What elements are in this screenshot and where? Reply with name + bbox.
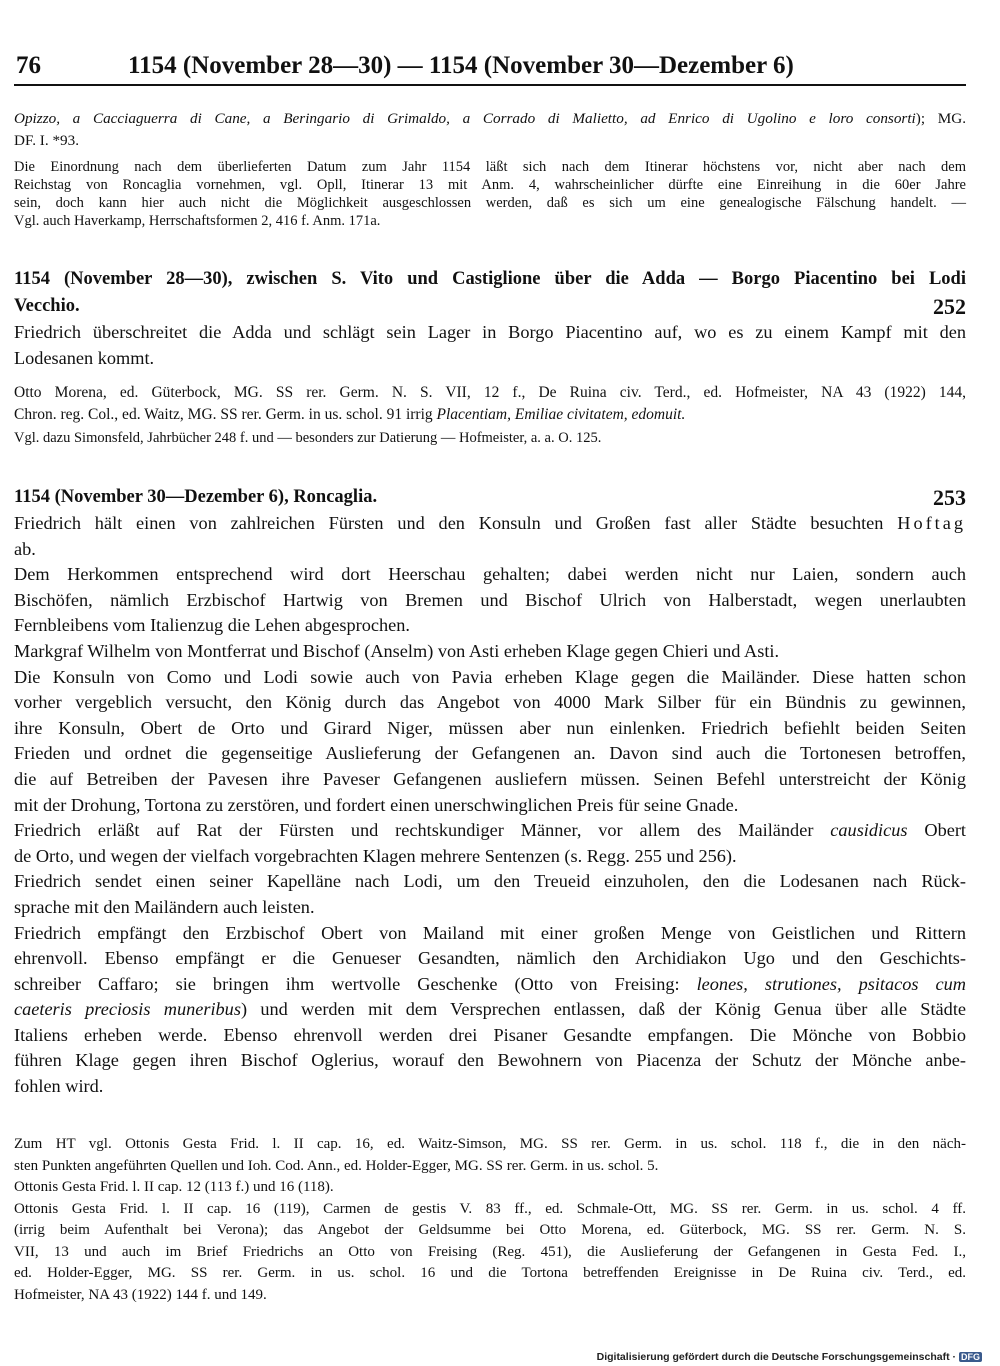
note-line: Die Einordnung nach dem überlieferten Datum zum Jahr 1154 läßt sich nach dem Itinerar höchstens vor, nicht aber nach dem (14, 159, 966, 175)
entry-title: 1154 (November 30—Dezember 6), Roncaglia. 253 (14, 485, 966, 510)
page-number: 76 (16, 52, 41, 79)
dfg-credit: Digitalisierung gefördert durch die Deutsche Forschungsgemeinschaft · DFG (596, 1351, 980, 1363)
note-line: Reichstag von Roncaglia vornehmen, vgl. Opll, Itinerar 13 mit Anm. 4, wahrscheinlicher dürfte eine Einreihung in die 60er Jahre (14, 177, 966, 193)
note-line: ed. Holder-Egger, MG. SS rer. Germ. in us. schol. 16 und die Tortona betreffenden Ereignisse in De Ruina civ. Terd., ed. (14, 1265, 966, 1281)
regest-entry-252 (14, 266, 966, 447)
note-line: VII, 13 und auch im Brief Friedrichs an Otto von Freising (Reg. 451), die Auslieferung der Gefangenen in Gesta Fed. I., (14, 1243, 966, 1260)
dfg-logo: DFG (961, 1352, 980, 1362)
entry-title: 1154 (November 28—30), zwischen S. Vito und Castiglione über die Adda — Borgo Piacentino bei Lodi Vecchio. 252 (14, 269, 966, 319)
entry-sources: Otto Morena, ed. Güterbock, MG. SS rer. Germ. N. S. VII, 12 f., De Ruina civ. Terd., ed. Hofmeister, NA 43 (1922) 144, Chron. reg. Col., ed. Waitz, MG. SS rer. Germ. in us. schol. 91 irrig Placentiam, Emiliae civitatem, edomuit. (14, 384, 966, 424)
previous-entry (14, 108, 966, 230)
note-line: (irrig beim Aufenthalt bei Verona); das Angebot der Geldsumme bei Otto Morena, ed. Güterbock, MG. SS rer. Germ. N. S. (14, 1222, 966, 1238)
note-line: sein, doch kann hier auch nicht die Möglichkeit ausgeschlossen werden, daß es sich um eine genealogische Fälschung handelt. — (14, 195, 966, 211)
note-line: Ottonis Gesta Frid. l. II cap. 16 (119), Carmen de gestis V. 83 ff., ed. Schmale-Ott, MG. SS rer. Germ. in us. schol. 4 ff. (14, 1200, 966, 1217)
prev-entry-note (14, 158, 966, 230)
note-line: sten Punkten angeführten Quellen und Ioh. Cod. Ann., ed. Holder-Egger, MG. SS rer. Germ. in us. schol. 5. (14, 1157, 659, 1174)
regest-entry-253 (14, 484, 966, 1100)
entry-text: Friedrich hält einen von zahlreichen Fürsten und den Konsuln und Großen fast aller Städte besuchten Hoftag ab. Dem Herkommen entsprechend wird dort Heerschau gehalten; dabei werden nicht nur Laien, sondern auch Bischöfen, nämlich Erzbischof Hartwig von Bremen und Bischof Ulrich von Halberstadt, wegen unerlaubten Fernbleibens vom Italienzug die Lehen abgesprochen. Markgraf Wilhelm von Montferrat und Bischof (Anselm) von Asti erheben Klage gegen Chieri und Asti. Die Konsuln von Como und Lodi sowie auch von Pavia erheben Klage gegen die Mailänder. Diese hatten schon vorher vergeblich versucht, den König durch das Angebot von 4000 Mark Silber für ein Bündnis zu gewinnen, ihre Konsuln, Obert de Orto und Girard Niger, müssen aber nun einlenken. Friedrich befiehlt beiden Seiten Frieden und ordnet die gegenseitige Auslieferung der Gefangenen an. Davon sind auch die Tortonesen betroffen, die auf Betreiben der Pavesen ihre Paveser Gefangenen ausliefern müssen. Seinen Befehl unterstreicht der König mit der Drohung, Tortona zu zerstören, und fordert einen unerschwinglichen Preis für seine Gnade. Friedrich erläßt auf Rat der Fürsten und rechtskundiger Männer, vor allem des Mailänder causidicus Obert de Orto, und wegen der vielfach vorgebrachten Klagen mehrere Sentenzen (s. Regg. 255 und 256). Friedrich sendet einen seiner Kapelläne nach Lodi, um den Treueid einzuholen, den die Lodesanen nach Rück- sprache mit den Mailändern auch leisten. Friedrich empfängt den Erzbischof Obert von Mailand mit einer großen Menge von Geistlichen und Rittern ehrenvoll. Ebenso empfängt er die Genueser Gesandten, nämlich den Archidiakon Ugo und den Geschichts- schreiber Caffaro; sie bringen ihm wertvolle Geschenke (Otto von Freising: leones, strutiones, psitacos cum caeteris preciosis muneribus) und werden mit dem Versprechen entlassen, daß der König Genua über alle Städte Italiens erheben werde. Ebenso ehrenvoll werden drei Pisaner Gesandte empfangen. Die Mönche von Bobbio führen Klage gegen ihren Bischof Oglerius, worauf den Bewohnern von Piacenza der Schutz der Mönche anbe- fohlen wird. (14, 513, 967, 1097)
note-line: Zum HT vgl. Ottonis Gesta Frid. l. II cap. 16, ed. Waitz-Simson, MG. SS rer. Germ. in us. schol. 118 f., die in den näch- (14, 1136, 966, 1152)
entry-number: 253 (933, 485, 966, 510)
entry-text: Friedrich überschreitet die Adda und schlägt sein Lager in Borgo Piacentino auf, wo es zu einem Kampf mit den Lodesanen kommt. (14, 322, 966, 368)
running-title: 1154 (November 28—30) — 1154 (November 30—Dezember 6) (128, 52, 794, 79)
prev-entry-line-2: DF. I. *93. (14, 132, 80, 149)
entry-number: 252 (933, 294, 966, 319)
note-line: Hofmeister, NA 43 (1922) 144 f. und 149. (14, 1286, 267, 1303)
prev-entry-line-1: Opizzo, a Cacciaguerra di Cane, a Beringario di Grimaldo, a Corrado di Malietto, ad Enrico di Ugolino e loro consorti); MG. (14, 110, 966, 127)
note-line: Vgl. auch Haverkamp, Herrschaftsformen 2, 416 f. Anm. 171a. (14, 213, 381, 229)
note-line: Ottonis Gesta Frid. l. II cap. 12 (113 f.) und 16 (118). (14, 1179, 334, 1195)
page-header (14, 48, 966, 86)
hoftag-term: Hoftag (897, 513, 967, 533)
entry-253-notes (14, 1134, 966, 1306)
entry-note: Vgl. dazu Simonsfeld, Jahrbücher 248 f. und — besonders zur Datierung — Hofmeister, a. a. O. 125. (14, 430, 602, 447)
